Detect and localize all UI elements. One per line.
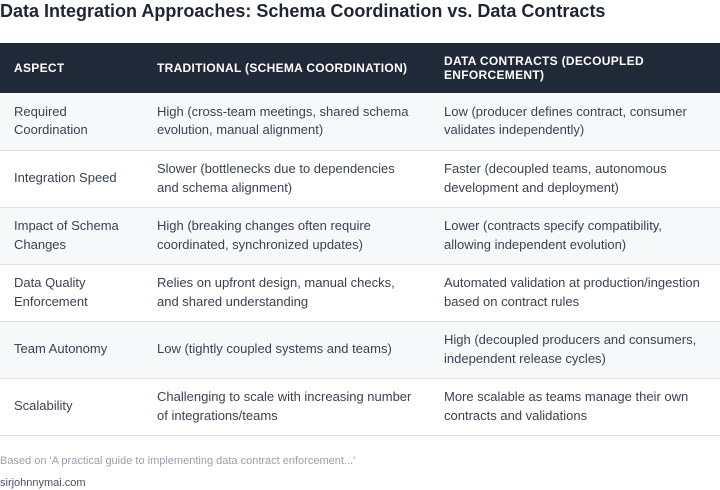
site-link[interactable]: sirjohnnymai.com bbox=[0, 477, 86, 489]
table-row bbox=[0, 264, 720, 321]
aspect-cell: Required Coordination bbox=[14, 103, 88, 138]
source-note: Based on 'A practical guide to implementing data contract enforcement...' bbox=[0, 455, 356, 467]
traditional-cell: High (cross-team meetings, shared schema evolution, manual alignment) bbox=[157, 103, 409, 138]
column-header-traditional: TRADITIONAL (SCHEMA COORDINATION) bbox=[157, 61, 408, 75]
data-contracts-cell: Lower (contracts specify compatibility, allowing independent evolution) bbox=[444, 218, 662, 252]
data-contracts-cell: More scalable as teams manage their own contracts and validations bbox=[444, 389, 689, 423]
traditional-cell: Challenging to scale with increasing number of integrations/teams bbox=[157, 389, 412, 423]
comparison-table bbox=[0, 43, 720, 436]
data-contracts-cell: High (decoupled producers and consumers, independent release cycles) bbox=[444, 332, 697, 366]
data-contracts-cell: Faster (decoupled teams, autonomous development and deployment) bbox=[444, 161, 667, 195]
table-row bbox=[0, 207, 720, 264]
aspect-cell: Team Autonomy bbox=[14, 341, 108, 357]
table-row bbox=[0, 378, 720, 435]
page-title: Data Integration Approaches: Schema Coordination vs. Data Contracts bbox=[0, 1, 606, 21]
aspect-cell: Impact of Schema Changes bbox=[14, 218, 119, 252]
traditional-cell: Slower (bottlenecks due to dependencies and schema alignment) bbox=[157, 161, 395, 195]
aspect-cell: Scalability bbox=[14, 398, 73, 414]
column-header-aspect: ASPECT bbox=[14, 61, 65, 75]
data-contracts-cell: Automated validation at production/ingestion based on contract rules bbox=[444, 275, 700, 309]
traditional-cell: Low (tightly coupled systems and teams) bbox=[157, 341, 392, 357]
aspect-cell: Data Quality Enforcement bbox=[14, 275, 88, 309]
table-row bbox=[0, 321, 720, 378]
table-header-row bbox=[0, 43, 720, 93]
table-row bbox=[0, 93, 720, 150]
aspect-cell: Integration Speed bbox=[14, 170, 117, 186]
traditional-cell: Relies on upfront design, manual checks, and shared understanding bbox=[157, 275, 395, 309]
column-header-data-contracts: DATA CONTRACTS (DECOUPLED ENFORCEMENT) bbox=[444, 54, 644, 82]
data-contracts-cell: Low (producer defines contract, consumer validates independently) bbox=[444, 103, 687, 138]
table-row bbox=[0, 150, 720, 207]
traditional-cell: High (breaking changes often require coordinated, synchronized updates) bbox=[157, 218, 371, 252]
